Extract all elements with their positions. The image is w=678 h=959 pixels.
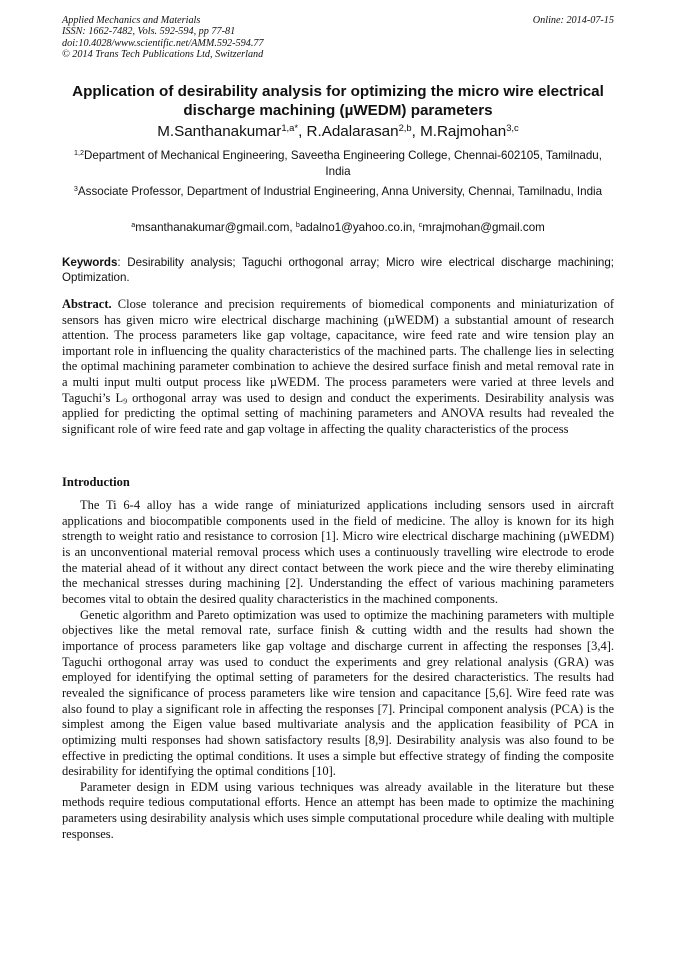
abstract-label: Abstract. <box>62 297 112 311</box>
introduction-body <box>62 498 614 842</box>
email-mark: b <box>295 220 300 230</box>
email-link[interactable]: msanthanakumar@gmail.com <box>135 221 290 234</box>
author-separator: , <box>298 123 307 140</box>
abstract-section <box>62 297 614 437</box>
keywords-label: Keywords <box>62 256 118 269</box>
email-link[interactable]: adalno1@yahoo.co.in <box>299 221 413 234</box>
email-separator: , <box>412 221 419 234</box>
journal-issn: ISSN: 1662-7482, Vols. 592-594, pp 77-81 <box>62 26 236 38</box>
keywords-section <box>62 255 614 286</box>
body-paragraph: Parameter design in EDM using various techniques was already available in the literature but these methods require tedious computational efforts. Hence an attempt has been made to optimize the machining parameters using desirability analysis which uses simple computational procedure while dealing with multiple responses. <box>62 779 614 841</box>
abstract-text: orthogonal array was used to design and conduct the experiments. Desirability analysis was applied for predicting the optimal setting of machining parameters and ANOVA results had revealed the significant role of wire feed rate and gap voltage in affecting the quality characteristics of the process <box>62 390 614 436</box>
body-paragraph: The Ti 6-4 alloy has a wide range of miniaturized applications including sensors used in aircraft applications and biocompatible components used in the field of medicine. The alloy is known for its high strength to weight ratio and resistance to corrosion [1]. Micro wire electrical discharge machining (µWEDM) is an unconventional material removal process which uses a continuously travelling wire electrode to erode the material ahead of it without any direct contact between the work piece and the wire thereby eliminating the mechanical stresses during machining [2]. Understanding the effect of various machining parameters becomes vital to obtain the desired quality characteristics in the machined components. <box>62 498 614 606</box>
body-paragraph: Genetic algorithm and Pareto optimization was used to optimize the machining parameters with multiple objectives like the metal removal rate, surface finish & cutting width and the results had shown the importance of process parameters like gap voltage and discharge current in affecting the responses [3,4]. Taguchi orthogonal array was used to conduct the experiments and grey relational analysis (GRA) was employed for identifying the optimal setting of parameters for the desired characteristics. The results had revealed the significance of process parameters like wire tension and capacitance [5,6]. Wire feed rate was also found to play a significant role in affecting the responses [7]. Principal component analysis (PCA) is the simplest among the Eigen value based multivariate analysis and the application feasibility of PCA in optimizing multi responses had shown satisfactory results [8,9]. Desirability analysis was also found to be effective in predicting the optimal conditions. It uses a simple but effective strategy of finding the composite desirability for identifying the optimal conditions [10]. <box>62 607 614 779</box>
author-name: M.Santhanakumar <box>157 123 282 140</box>
abstract-text: Close tolerance and precision requirements of biomedical components and miniaturization of sensors has given micro wire electrical discharge machining (µWEDM) a substantial amount of research attention. The process parameters like gap voltage, capacitance, wire feed rate and wire tension play an important role in influencing the quality characteristics of the machined parts. The challenge lies in selecting the optimal machining parameter combination to achieve the desired surface finish and metal removal rate in a multi input multi output process like µWEDM. The process parameters were varied at three levels and Taguchi’s L <box>62 297 614 405</box>
introduction-heading: Introduction <box>62 475 130 489</box>
affiliation-mark: 1,2 <box>74 148 84 158</box>
journal-name: Applied Mechanics and Materials <box>62 15 201 26</box>
paper-title: Application of desirability analysis for optimizing the micro wire electrical discharge machining (µWEDM) parameters <box>72 83 604 119</box>
author-name: M.Rajmohan <box>420 123 507 140</box>
journal-doi: doi:10.4028/www.scientific.net/AMM.592-594.77 <box>62 37 264 49</box>
affiliation-mark: 3 <box>73 184 78 194</box>
author-list <box>62 122 614 141</box>
online-date: Online: 2014-07-15 <box>532 15 614 26</box>
abstract-subscript: 9 <box>123 396 128 406</box>
affiliation-2 <box>62 184 614 200</box>
author-affiliation-mark: 1,a* <box>281 121 299 133</box>
author-affiliation-mark: 3,c <box>506 121 519 133</box>
affiliation-1 <box>62 148 614 179</box>
keywords-text: : Desirability analysis; Taguchi orthogonal array; Micro wire electrical discharge machining; Optimization. <box>62 256 614 285</box>
email-mark: c <box>418 220 423 230</box>
affiliation-text: Department of Mechanical Engineering, Saveetha Engineering College, Chennai-602105, Tamilnadu, India <box>84 149 602 178</box>
journal-copyright: © 2014 Trans Tech Publications Ltd, Switzerland <box>62 49 264 61</box>
email-link[interactable]: mrajmohan@gmail.com <box>422 221 545 234</box>
author-affiliation-mark: 2,b <box>398 121 412 133</box>
email-list <box>62 220 614 236</box>
journal-header <box>62 15 264 61</box>
author-name: R.Adalarasan <box>306 123 399 140</box>
author-separator: , <box>411 123 421 140</box>
email-mark: a <box>131 220 136 230</box>
affiliation-text: Associate Professor, Department of Industrial Engineering, Anna University, Chennai, Tamilnadu, India <box>77 185 603 198</box>
email-separator: , <box>289 221 296 234</box>
